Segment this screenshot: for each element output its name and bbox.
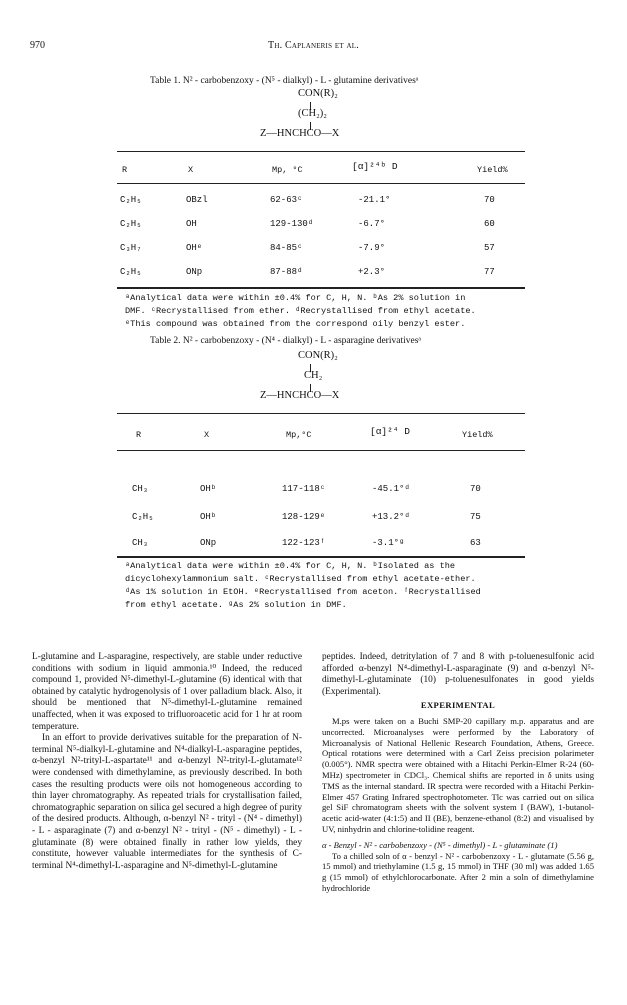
table1-cell-x: OBzl <box>186 195 208 205</box>
table2-cell-mp: 128-129ᵉ <box>282 512 326 522</box>
table1-formula <box>220 88 370 150</box>
table1-header-r: R <box>122 165 128 175</box>
table2-cell-x: ONp <box>200 538 217 548</box>
table2-cell-r: CH₃ <box>132 484 149 494</box>
experimental-heading: EXPERIMENTAL <box>420 700 496 711</box>
table2-formula-middle: CH₂ <box>304 370 323 381</box>
table1-cell-r: C₂H₅ <box>120 195 142 205</box>
table1-cell-mp: 87-88ᵈ <box>270 267 303 277</box>
table1-footnote-line: ᵉThis compound was obtained from the correspond oily benzyl ester. <box>125 319 466 329</box>
table2-cell-yield: 63 <box>470 538 481 548</box>
table2-header-rotation: [α]²⁴ D <box>370 426 410 437</box>
table1-cell-r: C₂H₅ <box>120 267 142 277</box>
compound-paragraph: To a chilled soln of α - benzyl - N² - carbobenzoxy - L - glutamate (5.56 g, 15 mmol) and triethylamine (1.5 g, 15 mmol) in THF (30 ml) was added 1.65 g (15 mmol) of ethylchlorocarbonate. After 2 min a soln of dimethylamine hydrochloride <box>322 850 594 893</box>
table2-cell-mp: 117-118ᶜ <box>282 484 326 494</box>
table1-formula-top: CON(R)₂ <box>298 88 338 99</box>
table1-cell-mp: 62-63ᶜ <box>270 195 303 205</box>
table2-cell-yield: 70 <box>470 484 481 494</box>
table1-cell-rotation: -7.9° <box>358 243 386 253</box>
table1-cell-x: OH <box>186 219 197 229</box>
table1-cell-r: C₃H₇ <box>120 243 142 253</box>
table2-cell-rotation: -45.1°ᵈ <box>372 484 410 494</box>
table2-cell-mp: 122-123ᶠ <box>282 538 326 548</box>
compound-heading: α - Benzyl - N² - carbobenzoxy - (N⁵ - dimethyl) - L - glutaminate (1) <box>322 839 558 850</box>
table2-caption: Table 2. N² - carbobenzoxy - (N⁴ - dialkyl) - L - asparagine derivativesᵃ <box>150 336 421 346</box>
running-head-title: Th. Caplaneris et al. <box>268 40 359 51</box>
table1-cell-yield: 60 <box>484 219 495 229</box>
table2-header-yield: Yield% <box>462 430 493 440</box>
table2-bottom-rule <box>117 556 525 558</box>
table2-cell-yield: 75 <box>470 512 481 522</box>
table2-cell-r: CH₃ <box>132 538 149 548</box>
table2-footnote-line: from ethyl acetate. ᵍAs 2% solution in DMF. <box>125 600 347 610</box>
table2-header-x: X <box>204 430 210 440</box>
table2-header-r: R <box>136 430 142 440</box>
left-column <box>32 652 302 872</box>
table1-top-rule <box>117 151 525 152</box>
table1-cell-yield: 57 <box>484 243 495 253</box>
table2-footnote-line: ᵃAnalytical data were within ±0.4% for C, H, N. ᵇIsolated as the <box>125 561 456 571</box>
table1-cell-x: ONp <box>186 267 203 277</box>
table1-formula-middle: (CH₂)₂ <box>298 108 327 119</box>
table1-cell-mp: 129-130ᵈ <box>270 219 314 229</box>
table1-cell-r: C₂H₅ <box>120 219 142 229</box>
table2-footnotes <box>125 560 565 612</box>
table2-cell-x: OHᵇ <box>200 484 217 494</box>
table1-cell-rotation: -21.1° <box>358 195 391 205</box>
table1-header-yield: Yield% <box>477 165 508 175</box>
table1-cell-yield: 77 <box>484 267 495 277</box>
table1-header-rule <box>117 183 525 184</box>
body-paragraph: peptides. Indeed, detritylation of 7 and 8 with p-toluenesulfonic acid afforded α-benzyl N⁴-dimethyl-L-asparaginate (9) and α-benzyl N⁵-dimethyl-L-glutaminate (10) p-toluenesulfonates in good yields (Experimental). <box>322 652 594 697</box>
table1-caption: Table 1. N² - carbobenzoxy - (N⁵ - dialkyl) - L - glutamine derivativesᵃ <box>150 76 419 86</box>
table2-formula <box>220 350 370 412</box>
table2-cell-x: OHᵇ <box>200 512 217 522</box>
table1-header-x: X <box>188 165 194 175</box>
table1-header-mp: Mp, °C <box>272 165 303 175</box>
table1-cell-x: OHᵉ <box>186 243 203 253</box>
table1-bottom-rule <box>117 287 525 289</box>
table1-cell-mp: 84-85ᶜ <box>270 243 303 253</box>
table1-cell-rotation: +2.3° <box>358 267 386 277</box>
table2-footnote-line: dicyclohexylammonium salt. ᶜRecrystallised from ethyl acetate-ether. <box>125 574 476 584</box>
table1-footnote-line: DMF. ᶜRecrystallised from ether. ᵈRecrystallised from ethyl acetate. <box>125 306 476 316</box>
table2-top-rule <box>117 413 525 414</box>
table2-cell-r: C₂H₅ <box>132 512 154 522</box>
experimental-paragraph: M.ps were taken on a Buchi SMP-20 capillary m.p. apparatus and are uncorrected. Microanalyses were performed by the Laboratory of Microanalysis of National Hellenic Research Foundation, Athens, Greece. Optical rotations were determined with a Carl Zeiss precision polarimeter (0.005°). NMR spectra were obtained with a Hitachi Perkin-Elmer R-24 (60-MHz) spectrometer in CDCl₃. Chemical shifts are reported in δ units using TMS as the internal standard. IR spectra were recorded with a Hitachi Perkin-Elmer 457 Grating Infrared spectrophotometer. Tlc was carried out on silica gel SiF chromatogram sheets with the solvent system I (BAW), 1-butanol-acetic acid-water (4:1:5) and II (BE), benzene-ethanol (8:2) and visualised by UV, ninhydrin and chlorine-tolidine reagent. <box>322 715 594 834</box>
table2-cell-rotation: +13.2°ᵈ <box>372 512 410 522</box>
running-header <box>30 40 597 54</box>
table2-footnote-line: ᵈAs 1% solution in EtOH. ᵉRecrystallised from aceton. ᶠRecrystallised <box>125 587 481 597</box>
table1-header-rotation: [α]²⁴ᵇ D <box>352 161 398 172</box>
right-column <box>322 652 594 894</box>
table2-formula-top: CON(R)₂ <box>298 350 338 361</box>
table1-formula-bottom: Z—HNCHCO—X <box>260 128 340 139</box>
table1-cell-yield: 70 <box>484 195 495 205</box>
table2-formula-bottom: Z—HNCHCO—X <box>260 390 340 401</box>
body-paragraph: L-glutamine and L-asparagine, respectively, are stable under reductive conditions with sodium in liquid ammonia.¹⁰ Indeed, the reduced compound 1, provided N⁵-dimethyl-L-glutamine (6) identical with that obtained by catalytic hydrogenolysis of 1 over palladium black. Also, it should be mentioned that N⁵-dimethyl-L-glutamine remained unaffected, when it was exposed to trifluoroacetic acid for 1 hr at room temperature. <box>32 652 302 732</box>
table2-header-mp: Mp,°C <box>286 430 312 440</box>
table1-footnotes <box>125 292 545 331</box>
table2-cell-rotation: -3.1°ᵍ <box>372 538 405 548</box>
table1-cell-rotation: -6.7° <box>358 219 386 229</box>
table1-footnote-line: ᵃAnalytical data were within ±0.4% for C, H, N. ᵇAs 2% solution in <box>125 293 466 303</box>
body-paragraph: In an effort to provide derivatives suitable for the preparation of N-terminal N⁵-dialkyl-L-glutamine and N⁴-dialkyl-L-asparagine peptides, α-benzyl N²-trityl-L-aspartate¹¹ and α-benzyl N²-trityl-L-glutamate¹² were condensed with dimethylamine, as previously described. In both cases the resulting products were oils not homogeneous according to thin layer chromatography. As repeated trials for crystallisation failed, chromatographic separation on silica gel secured a high degree of purity of the desired products. Although, α-benzyl N² - trityl - (N⁴ - dimethyl) - L - asparaginate (7) and α-benzyl N² - trityl - (N⁵ - dimethyl) - L - glutaminate (8) were obtained finally in rather low yields, they constitute, however valuable intermediates for the synthesis of C-terminal N⁴-dimethyl-L-asparagine and N⁵-dimethyl-L-glutamine <box>32 733 302 871</box>
table2-header-rule <box>117 450 525 451</box>
page-number: 970 <box>30 40 45 51</box>
